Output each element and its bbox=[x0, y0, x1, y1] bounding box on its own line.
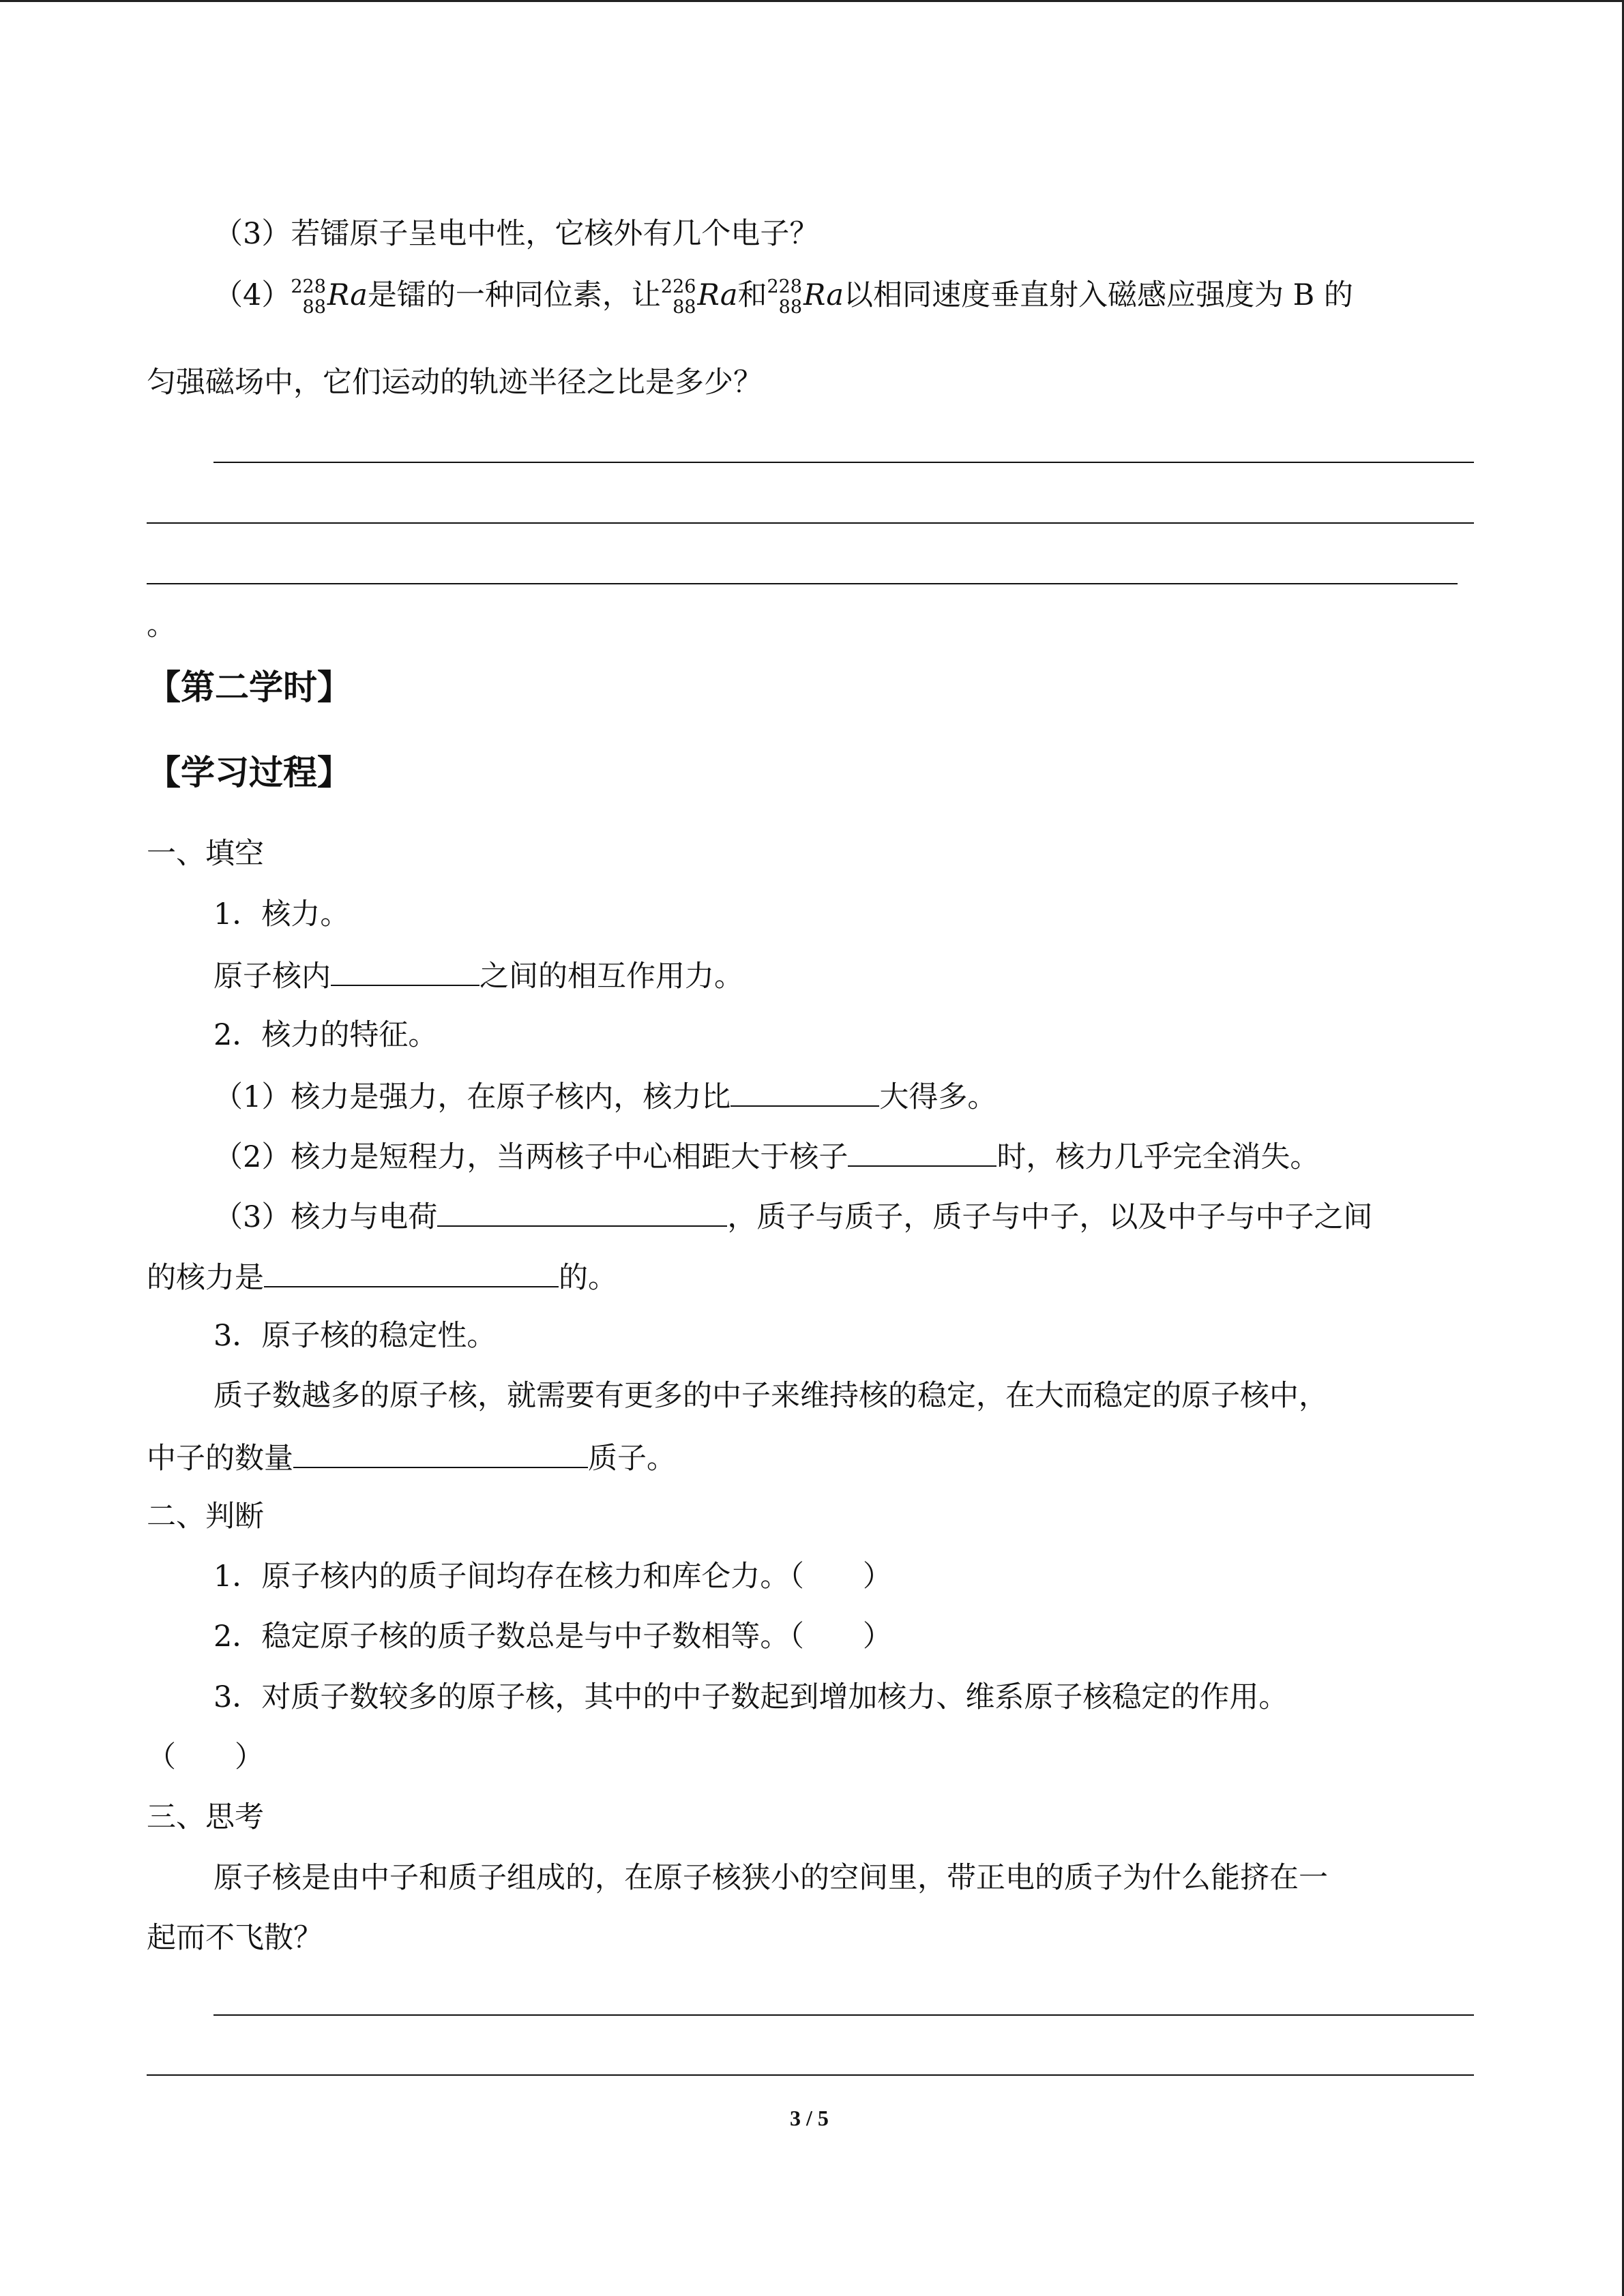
answer-line[interactable] bbox=[147, 522, 1474, 524]
fill-item-2-3 bbox=[213, 1195, 1372, 1237]
answer-line[interactable] bbox=[213, 2014, 1474, 2016]
judge-item-3: 3．对质子数较多的原子核，其中的中子数起到增加核力、维系原子核稳定的作用。 bbox=[213, 1680, 1288, 1714]
page-border-top bbox=[0, 0, 1624, 2]
isotope-mass-number: 228 bbox=[291, 276, 326, 297]
text-before-blank: 中子的数量 bbox=[147, 1442, 293, 1476]
q4-text-3: 以相同速度垂直射入磁感应强度为 B 的 bbox=[844, 278, 1353, 312]
fill-item-2-title: 2．核力的特征。 bbox=[213, 1018, 438, 1052]
question-3: （3）若镭原子呈电中性，它核外有几个电子？ bbox=[213, 217, 819, 251]
answer-line[interactable] bbox=[147, 2074, 1474, 2076]
section-think-title: 三、思考 bbox=[147, 1800, 264, 1834]
isotope-ra-228 bbox=[291, 275, 368, 318]
judge-item-3-answer[interactable]: （ ） bbox=[147, 1740, 264, 1774]
heading-second-period: 【第二学时】 bbox=[147, 668, 351, 707]
isotope-symbol: Ra bbox=[697, 278, 738, 312]
isotope-ra-228-second bbox=[767, 275, 844, 318]
text-after-blank: 大得多。 bbox=[879, 1080, 997, 1114]
text-after-blank: 时，核力几乎完全消失。 bbox=[996, 1140, 1320, 1174]
isotope-symbol: Ra bbox=[327, 278, 368, 312]
q4-text-2: 和 bbox=[737, 278, 767, 312]
fill-item-3-title: 3．原子核的稳定性。 bbox=[213, 1319, 497, 1353]
fill-item-3-line2 bbox=[147, 1437, 676, 1478]
isotope-ra-226 bbox=[661, 275, 738, 318]
heading-learning-process: 【学习过程】 bbox=[147, 753, 351, 792]
isotope-mass-number: 228 bbox=[767, 276, 802, 297]
think-text-line2: 起而不飞散？ bbox=[147, 1921, 323, 1955]
fill-blank[interactable] bbox=[848, 1135, 996, 1167]
section-fill-blank-title: 一、填空 bbox=[147, 837, 264, 871]
judge-item-1: 1．原子核内的质子间均存在核力和库仑力。（ ） bbox=[213, 1560, 892, 1594]
text-after-blank: 的。 bbox=[559, 1261, 617, 1295]
fill-blank[interactable] bbox=[331, 955, 479, 986]
text-after-blank: ，质子与质子，质子与中子，以及中子与中子之间 bbox=[727, 1200, 1373, 1234]
text-before-blank: （2）核力是短程力，当两核子中心相距大于核子 bbox=[213, 1140, 848, 1174]
section-judge-title: 二、判断 bbox=[147, 1500, 264, 1534]
fill-blank[interactable] bbox=[730, 1075, 879, 1107]
judge-item-2: 2．稳定原子核的质子数总是与中子数相等。（ ） bbox=[213, 1620, 892, 1654]
fill-item-2-2 bbox=[213, 1135, 1319, 1177]
fill-item-3-text: 质子数越多的原子核，就需要有更多的中子来维持核的稳定，在大而稳定的原子核中， bbox=[213, 1379, 1328, 1413]
fill-blank[interactable] bbox=[264, 1256, 559, 1287]
text-after-blank: 之间的相互作用力。 bbox=[479, 959, 743, 994]
question-4-line1 bbox=[213, 275, 1353, 318]
answer-line[interactable] bbox=[213, 462, 1474, 463]
text-before-blank: （1）核力是强力，在原子核内，核力比 bbox=[213, 1080, 731, 1114]
fill-blank[interactable] bbox=[437, 1195, 727, 1227]
text-before-blank: 的核力是 bbox=[147, 1261, 264, 1295]
question-4-line2: 匀强磁场中，它们运动的轨迹半径之比是多少？ bbox=[147, 366, 763, 400]
text-after-blank: 质子。 bbox=[588, 1442, 676, 1476]
text-before-blank: 原子核内 bbox=[213, 959, 331, 994]
q4-prefix: （4） bbox=[213, 278, 291, 312]
fill-item-2-3-line2 bbox=[147, 1256, 617, 1298]
isotope-atomic-number: 88 bbox=[673, 297, 696, 318]
answer-line[interactable] bbox=[147, 583, 1458, 584]
isotope-mass-number: 226 bbox=[660, 276, 696, 297]
fill-item-1-text bbox=[213, 955, 743, 996]
isotope-atomic-number: 88 bbox=[778, 297, 802, 318]
think-text-line1: 原子核是由中子和质子组成的，在原子核狭小的空间里，带正电的质子为什么能挤在一 bbox=[213, 1861, 1328, 1895]
fill-item-2-1 bbox=[213, 1075, 996, 1117]
period-mark: 。 bbox=[147, 608, 176, 642]
fill-blank[interactable] bbox=[293, 1437, 588, 1468]
isotope-atomic-number: 88 bbox=[302, 297, 326, 318]
q4-text-1: 是镭的一种同位素，让 bbox=[367, 278, 661, 312]
fill-item-1-title: 1．核力。 bbox=[213, 897, 350, 931]
text-before-blank: （3）核力与电荷 bbox=[213, 1200, 438, 1234]
isotope-symbol: Ra bbox=[803, 278, 844, 312]
page-number: 3 / 5 bbox=[790, 2106, 829, 2130]
